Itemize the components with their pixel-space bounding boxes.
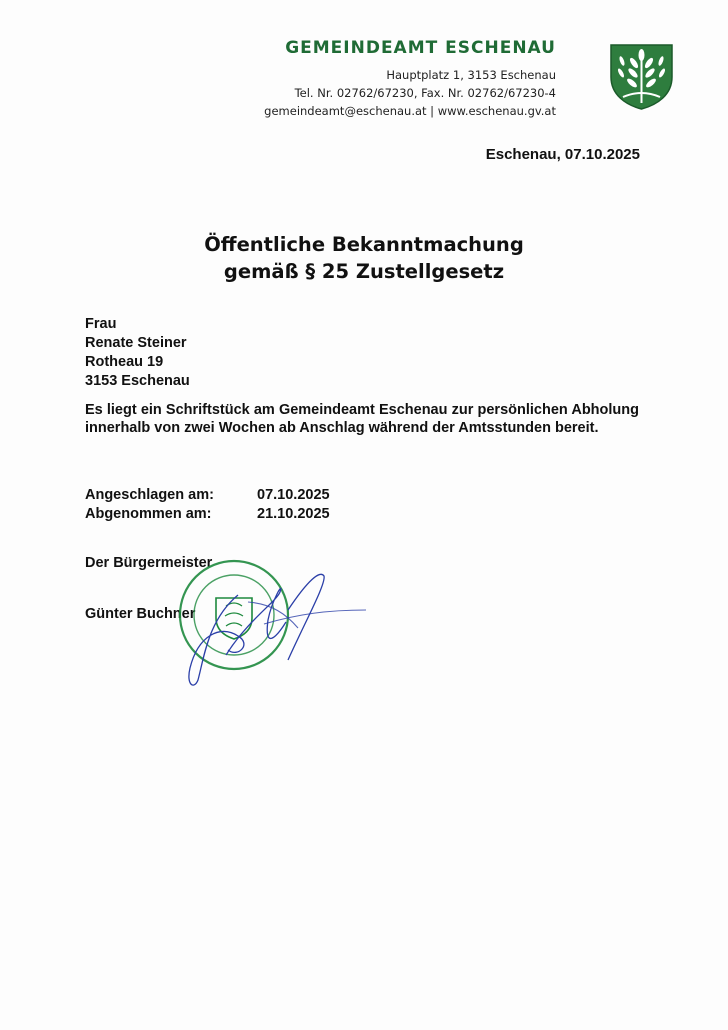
- removed-label: Abgenommen am:: [85, 506, 212, 522]
- signer-name: Günter Buchner: [85, 606, 196, 622]
- removed-row: [85, 505, 330, 524]
- recipient-salutation: Frau: [85, 316, 117, 332]
- official-stamp-icon: [168, 540, 368, 690]
- recipient-street: Rotheau 19: [85, 354, 164, 370]
- recipient-address: [85, 315, 190, 391]
- posted-row: [85, 486, 330, 505]
- notice-body: Es liegt ein Schriftstück am Gemeindeamt Eschenau zur persönlichen Abholung innerhalb von zwei Wochen ab Anschlag während der Amtsstunden bereit.: [85, 402, 639, 436]
- posting-dates: [85, 486, 330, 524]
- office-contact: gemeindeamt@eschenau.at | www.eschenau.gv.at: [264, 104, 556, 118]
- office-phone: Tel. Nr. 02762/67230, Fax. Nr. 02762/67230-4: [294, 86, 556, 100]
- posted-label: Angeschlagen am:: [85, 487, 214, 503]
- document-date: Eschenau, 07.10.2025: [485, 146, 640, 163]
- posted-date: 07.10.2025: [257, 487, 330, 503]
- title-line-1: Öffentliche Bekanntmachung: [204, 233, 524, 256]
- letterhead: [264, 38, 556, 120]
- removed-date: 21.10.2025: [257, 506, 330, 522]
- office-name: GEMEINDEAMT ESCHENAU: [285, 38, 556, 58]
- signer-role: Der Bürgermeister: [85, 555, 213, 571]
- title-line-2: gemäß § 25 Zustellgesetz: [223, 260, 505, 283]
- document-title: [0, 231, 728, 285]
- office-address: Hauptplatz 1, 3153 Eschenau: [386, 68, 556, 82]
- recipient-name: Renate Steiner: [85, 335, 187, 351]
- recipient-city: 3153 Eschenau: [85, 373, 190, 389]
- coat-of-arms-icon: [609, 43, 674, 111]
